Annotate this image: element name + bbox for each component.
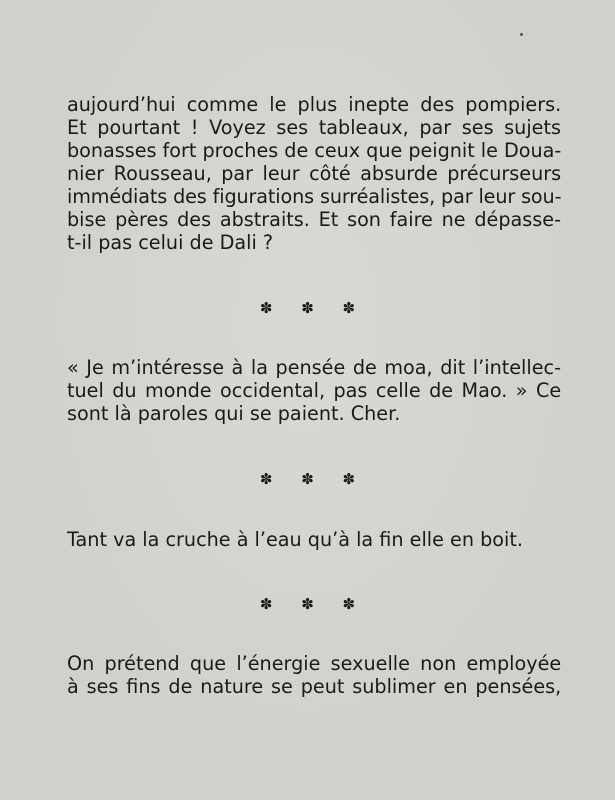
- text-line: Tant va la cruche à l’eau qu’à la fin elle en boit.: [67, 528, 523, 551]
- section-separator: ✽ ✽ ✽: [259, 470, 368, 488]
- text-line: Et pourtant ! Voyez ses tableaux, par ses sujets: [67, 116, 561, 139]
- text-line: « Je m’intéresse à la pensée de moa, dit l’intellec-: [67, 356, 561, 379]
- paragraph-3: [67, 528, 561, 551]
- text-line: tuel du monde occidental, pas celle de Mao. » Ce: [67, 379, 562, 402]
- paragraph-4: [67, 652, 561, 698]
- section-separator: ✽ ✽ ✽: [259, 595, 368, 613]
- text-line: nier Rousseau, par leur côté absurde précurseurs: [67, 162, 562, 185]
- paragraph-1: [67, 93, 561, 254]
- text-line: bise pères des abstraits. Et son faire ne dépasse-: [67, 208, 561, 231]
- text-line: immédiats des figurations surréalistes, par leur sou-: [67, 185, 562, 208]
- text-line: bonasses fort proches de ceux que peignit le Doua-: [67, 139, 562, 162]
- text-line: On prétend que l’énergie sexuelle non employée: [67, 652, 562, 675]
- paragraph-2: [67, 356, 561, 425]
- text-line: aujourd’hui comme le plus inepte des pompiers.: [67, 93, 562, 116]
- section-separator: ✽ ✽ ✽: [259, 299, 368, 317]
- text-line: t-il pas celui de Dali ?: [67, 231, 274, 254]
- text-line: à ses fins de nature se peut sublimer en pensées,: [67, 675, 562, 698]
- ink-speck: [520, 33, 523, 36]
- text-line: sont là paroles qui se paient. Cher.: [67, 402, 401, 425]
